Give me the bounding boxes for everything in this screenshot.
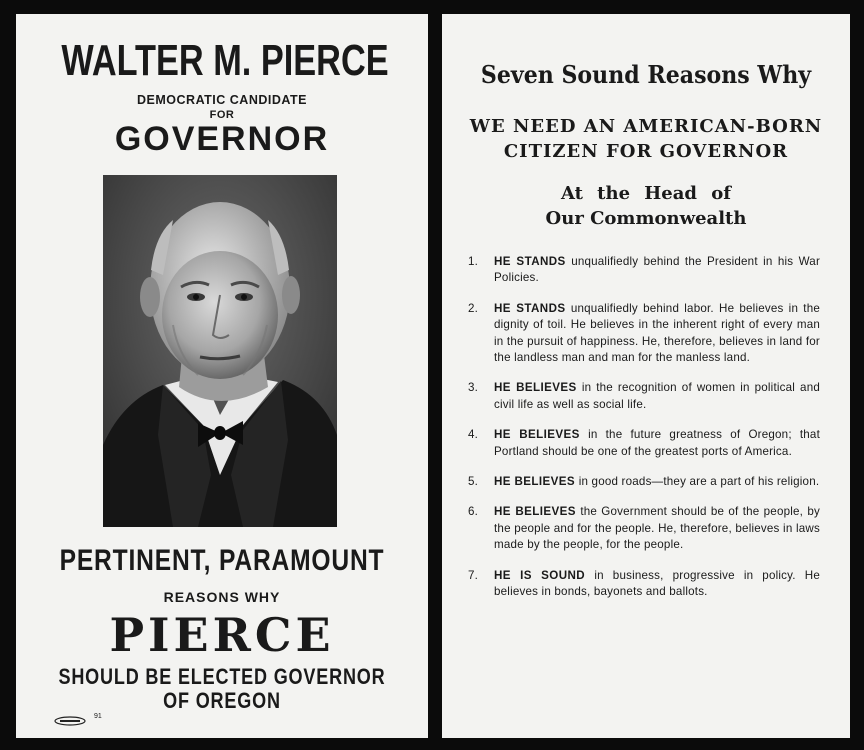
reason-lead: HE BELIEVES	[494, 505, 581, 519]
reason-item	[468, 427, 820, 460]
reasons-why-line: REASONS WHY	[163, 589, 281, 605]
union-label-icon	[54, 713, 86, 723]
union-label-number: 91	[94, 713, 102, 720]
reason-number: 5.	[468, 475, 479, 489]
for-line: FOR	[209, 109, 235, 121]
reason-item	[468, 254, 820, 287]
reason-number: 7.	[468, 568, 479, 582]
heading-line-2: Our Commonwealth	[545, 208, 747, 229]
reason-item	[468, 474, 820, 490]
reason-lead: HE BELIEVES	[494, 475, 579, 489]
campaign-card-front	[16, 14, 428, 738]
state-line: OF OREGON	[163, 688, 281, 713]
candidate-surname: PIERCE	[109, 608, 335, 662]
reason-number: 4.	[468, 428, 479, 442]
reasons-title: Seven Sound Reasons Why	[480, 60, 812, 89]
reason-lead: HE BELIEVES	[494, 381, 582, 395]
reason-lead: HE STANDS	[494, 255, 572, 268]
reason-lead: HE IS SOUND	[494, 568, 595, 582]
reason-number: 2.	[468, 301, 479, 315]
reason-text: unqualifiedly behind the President in his War Policies.	[494, 255, 821, 285]
reason-number: 1.	[468, 255, 479, 268]
reason-text: in good roads—they are a part of his religion.	[578, 475, 820, 489]
subtitle-line-1: WE NEED AN AMERICAN-BORN	[469, 116, 823, 137]
reason-number: 6.	[468, 505, 479, 519]
candidate-name: WALTER M. PIERCE	[61, 36, 389, 85]
reason-lead: HE STANDS	[494, 301, 571, 315]
reason-text: in business, progressive in policy. He believes in bonds, bayonets and ballots.	[494, 568, 820, 599]
reason-text: in the recognition of women in political and civil life as well as social life.	[494, 381, 820, 411]
campaign-card-back	[442, 14, 850, 738]
reason-lead: HE BELIEVES	[494, 428, 589, 442]
candidate-portrait	[103, 175, 337, 527]
party-line: DEMOCRATIC CANDIDATE	[137, 93, 307, 107]
heading-line-1: At the Head of	[560, 183, 732, 204]
reason-text: in the future greatness of Oregon; that Portland should be one of the greatest ports of America.	[494, 428, 820, 458]
subtitle-line-2: CITIZEN FOR GOVERNOR	[503, 141, 789, 162]
office-title: GOVERNOR	[114, 120, 330, 158]
should-be-elected-line: SHOULD BE ELECTED GOVERNOR	[58, 664, 386, 689]
headline: PERTINENT, PARAMOUNT	[59, 544, 385, 577]
reason-item	[468, 568, 820, 601]
reason-text: unqualifiedly behind labor. He believes in the dignity of toil. He believes in the inherent right of every man in the pursuit of happiness. He, therefore, believes in land for the landless man and man for the manless land.	[494, 301, 820, 365]
reason-number: 3.	[468, 381, 479, 395]
reason-item	[468, 504, 820, 553]
reasons-list	[468, 254, 820, 601]
reason-item	[468, 380, 820, 413]
reason-text: the Government should be of the people, by the people and for the people. He, therefore, believes in laws made by the people, for the people.	[494, 505, 820, 552]
reason-item	[468, 301, 820, 367]
